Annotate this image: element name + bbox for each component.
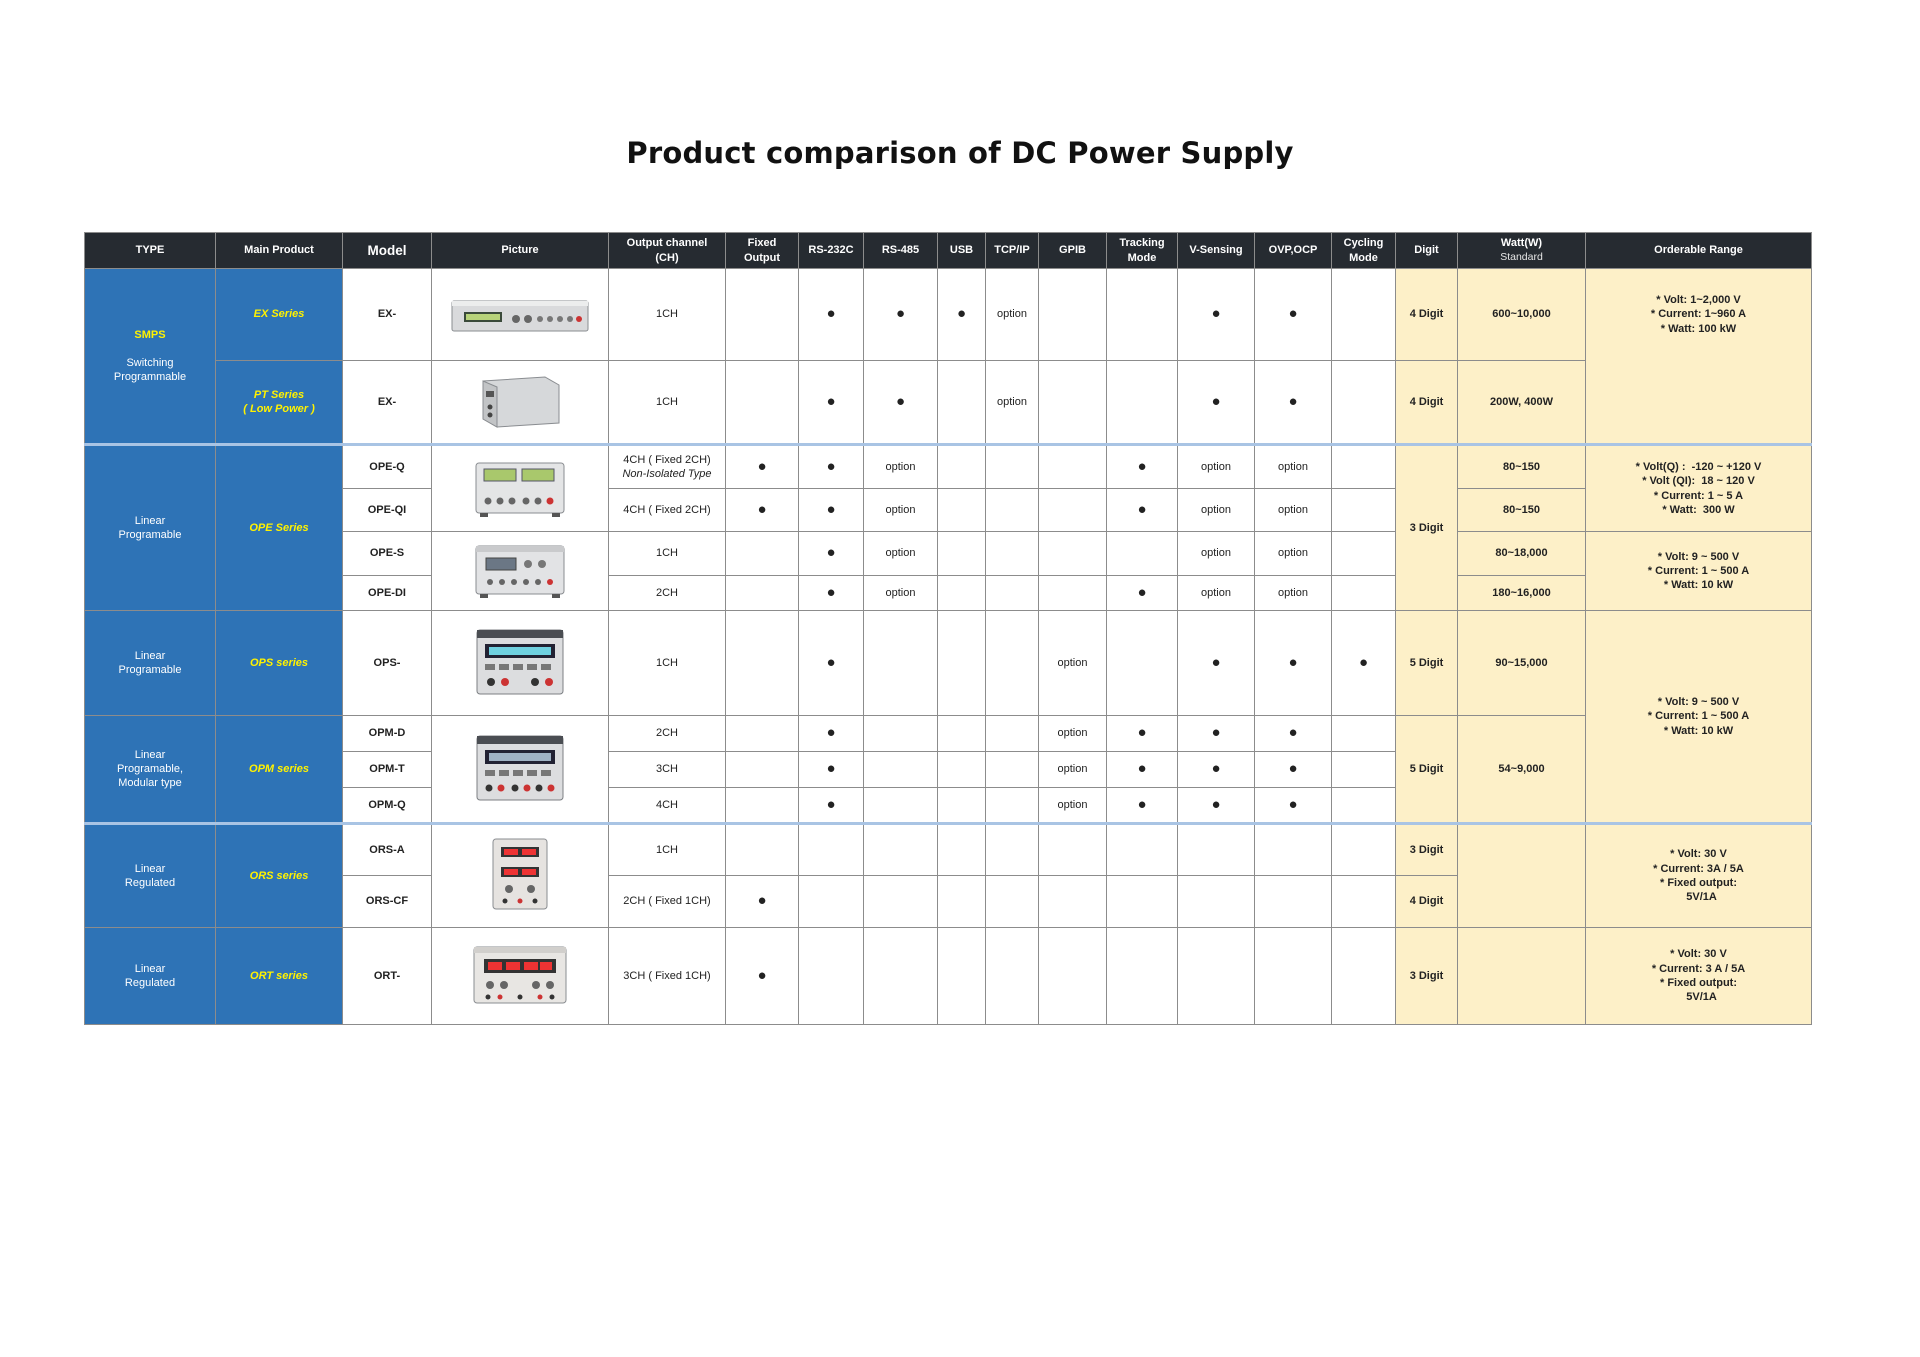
tcpip-cell: option (986, 269, 1039, 361)
digit-cell: 5 Digit (1396, 716, 1458, 824)
channel-cell: 3CH ( Fixed 1CH) (609, 928, 726, 1025)
orderable-range-ors: * Volt: 30 V * Current: 3A / 5A * Fixed output: 5V/1A (1586, 824, 1812, 928)
rs232c-cell: ● (799, 576, 864, 611)
model-cell: OPE-QI (343, 489, 432, 532)
orderable-range-ops-opm: * Volt: 9 ~ 500 V * Current: 1 ~ 500 A * Watt: 10 kW (1586, 611, 1812, 824)
header-ovp-ocp: OVP,OCP (1255, 233, 1332, 269)
digit-cell: 3 Digit (1396, 445, 1458, 611)
digit-cell: 4 Digit (1396, 361, 1458, 445)
channel-cell: 2CH ( Fixed 1CH) (609, 876, 726, 928)
cycling-cell (1332, 361, 1396, 445)
rs485-cell (864, 716, 938, 752)
tracking-cell: ● (1107, 752, 1178, 788)
v-sensing-cell: option (1178, 532, 1255, 576)
tracking-cell (1107, 824, 1178, 876)
model-cell: ORS-CF (343, 876, 432, 928)
gpib-cell: option (1039, 611, 1107, 716)
cycling-cell (1332, 876, 1396, 928)
channel-cell: 3CH (609, 752, 726, 788)
rs232c-cell: ● (799, 752, 864, 788)
watt-cell: 200W, 400W (1458, 361, 1586, 445)
table-row (85, 576, 1812, 611)
rs485-cell: ● (864, 269, 938, 361)
type-linear-programable: Linear Programable (85, 445, 216, 611)
rs485-cell: ● (864, 361, 938, 445)
channel-cell: 2CH (609, 576, 726, 611)
header-main-product: Main Product (216, 233, 343, 269)
product-picture (432, 361, 609, 445)
ovp-ocp-cell: option (1255, 576, 1332, 611)
ovp-ocp-cell: ● (1255, 611, 1332, 716)
ope-s-image (474, 542, 566, 600)
usb-cell (938, 532, 986, 576)
gpib-cell (1039, 361, 1107, 445)
tracking-cell (1107, 269, 1178, 361)
channel-cell: 1CH (609, 361, 726, 445)
channel-cell: 4CH (609, 788, 726, 824)
table-row (85, 716, 1812, 752)
model-cell: OPM-T (343, 752, 432, 788)
tracking-cell: ● (1107, 576, 1178, 611)
fixed-output-cell (726, 576, 799, 611)
watt-cell (1458, 928, 1586, 1025)
ops-series-image (475, 626, 565, 700)
header-tcpip: TCP/IP (986, 233, 1039, 269)
rs232c-cell: ● (799, 532, 864, 576)
cycling-cell (1332, 445, 1396, 489)
rs232c-cell (799, 824, 864, 876)
ovp-ocp-cell: option (1255, 445, 1332, 489)
header-fixed-output: Fixed Output (726, 233, 799, 269)
fixed-output-cell (726, 361, 799, 445)
cycling-cell (1332, 752, 1396, 788)
cycling-cell (1332, 928, 1396, 1025)
product-picture (432, 928, 609, 1025)
model-cell: OPS- (343, 611, 432, 716)
channel-cell: 4CH ( Fixed 2CH) (609, 489, 726, 532)
gpib-cell (1039, 269, 1107, 361)
pt-series-image (475, 375, 565, 429)
fixed-output-cell (726, 824, 799, 876)
header-watt: Watt(W) Standard (1458, 233, 1586, 269)
rs232c-cell: ● (799, 788, 864, 824)
usb-cell (938, 576, 986, 611)
ovp-ocp-cell: ● (1255, 716, 1332, 752)
table-row (85, 824, 1812, 876)
ope-q-image (474, 459, 566, 519)
tcpip-cell (986, 576, 1039, 611)
tracking-cell (1107, 876, 1178, 928)
product-picture (432, 611, 609, 716)
ovp-ocp-cell: option (1255, 489, 1332, 532)
watt-cell: 180~16,000 (1458, 576, 1586, 611)
tcpip-cell (986, 824, 1039, 876)
usb-cell (938, 928, 986, 1025)
cycling-cell (1332, 576, 1396, 611)
table-row (85, 532, 1812, 576)
ovp-ocp-cell (1255, 824, 1332, 876)
usb-cell (938, 361, 986, 445)
fixed-output-cell (726, 269, 799, 361)
product-ors-series: ORS series (216, 824, 343, 928)
gpib-cell: option (1039, 716, 1107, 752)
product-ex-series: EX Series (216, 269, 343, 361)
model-cell: EX- (343, 361, 432, 445)
rs232c-cell: ● (799, 361, 864, 445)
product-picture (432, 824, 609, 928)
digit-cell: 3 Digit (1396, 928, 1458, 1025)
model-cell: OPM-D (343, 716, 432, 752)
fixed-output-cell: ● (726, 876, 799, 928)
v-sensing-cell: option (1178, 489, 1255, 532)
usb-cell (938, 788, 986, 824)
tcpip-cell (986, 788, 1039, 824)
ovp-ocp-cell: ● (1255, 788, 1332, 824)
model-cell: OPM-Q (343, 788, 432, 824)
ort-series-image (470, 943, 570, 1009)
rs485-cell: option (864, 532, 938, 576)
watt-cell: 80~150 (1458, 489, 1586, 532)
fixed-output-cell: ● (726, 445, 799, 489)
header-orderable-range: Orderable Range (1586, 233, 1812, 269)
model-cell: OPE-DI (343, 576, 432, 611)
type-linear-programable: Linear Programable (85, 611, 216, 716)
type-linear-modular: Linear Programable, Modular type (85, 716, 216, 824)
channel-cell: 1CH (609, 269, 726, 361)
rs485-cell: option (864, 576, 938, 611)
product-ops-series: OPS series (216, 611, 343, 716)
channel-cell: 2CH (609, 716, 726, 752)
header-output-channel: Output channel (CH) (609, 233, 726, 269)
tcpip-cell (986, 489, 1039, 532)
tcpip-cell (986, 752, 1039, 788)
table-row (85, 445, 1812, 489)
v-sensing-cell (1178, 824, 1255, 876)
channel-cell: 1CH (609, 532, 726, 576)
header-v-sensing: V-Sensing (1178, 233, 1255, 269)
cycling-cell (1332, 824, 1396, 876)
rs485-cell (864, 876, 938, 928)
v-sensing-cell: ● (1178, 788, 1255, 824)
tracking-cell (1107, 532, 1178, 576)
product-picture (432, 716, 609, 824)
table-row (85, 361, 1812, 445)
gpib-cell (1039, 824, 1107, 876)
cycling-cell (1332, 788, 1396, 824)
rs232c-cell: ● (799, 716, 864, 752)
header-gpib: GPIB (1039, 233, 1107, 269)
v-sensing-cell: ● (1178, 361, 1255, 445)
cycling-cell (1332, 532, 1396, 576)
rs485-cell (864, 752, 938, 788)
ovp-ocp-cell: ● (1255, 752, 1332, 788)
product-picture (432, 532, 609, 611)
usb-cell (938, 876, 986, 928)
ovp-ocp-cell (1255, 928, 1332, 1025)
v-sensing-cell (1178, 928, 1255, 1025)
v-sensing-cell: ● (1178, 752, 1255, 788)
header-usb: USB (938, 233, 986, 269)
page-title: Product comparison of DC Power Supply (626, 136, 1294, 170)
type-linear-regulated: Linear Regulated (85, 928, 216, 1025)
gpib-cell (1039, 928, 1107, 1025)
tcpip-cell (986, 611, 1039, 716)
channel-cell: 1CH (609, 824, 726, 876)
product-picture (432, 269, 609, 361)
ors-series-image (489, 837, 551, 915)
watt-cell: 80~18,000 (1458, 532, 1586, 576)
digit-cell: 3 Digit (1396, 824, 1458, 876)
rs232c-cell (799, 928, 864, 1025)
tcpip-cell (986, 928, 1039, 1025)
header-tracking-mode: Tracking Mode (1107, 233, 1178, 269)
header-picture: Picture (432, 233, 609, 269)
v-sensing-cell: option (1178, 445, 1255, 489)
product-ort-series: ORT series (216, 928, 343, 1025)
gpib-cell (1039, 532, 1107, 576)
rs232c-cell: ● (799, 445, 864, 489)
ovp-ocp-cell: ● (1255, 361, 1332, 445)
orderable-range-ort: * Volt: 30 V * Current: 3 A / 5A * Fixed output: 5V/1A (1586, 928, 1812, 1025)
model-cell: OPE-S (343, 532, 432, 576)
v-sensing-cell (1178, 876, 1255, 928)
watt-cell: 54~9,000 (1458, 716, 1586, 824)
model-cell: EX- (343, 269, 432, 361)
product-picture (432, 445, 609, 532)
tracking-cell (1107, 611, 1178, 716)
tracking-cell (1107, 361, 1178, 445)
watt-cell: 90~15,000 (1458, 611, 1586, 716)
table-row (85, 489, 1812, 532)
tcpip-cell: option (986, 361, 1039, 445)
fixed-output-cell (726, 532, 799, 576)
gpib-cell: option (1039, 752, 1107, 788)
rs485-cell (864, 824, 938, 876)
cycling-cell (1332, 269, 1396, 361)
ovp-ocp-cell (1255, 876, 1332, 928)
fixed-output-cell: ● (726, 489, 799, 532)
orderable-range-ope-s: * Volt: 9 ~ 500 V * Current: 1 ~ 500 A * Watt: 10 kW (1586, 532, 1812, 611)
digit-cell: 5 Digit (1396, 611, 1458, 716)
gpib-cell (1039, 876, 1107, 928)
model-cell: OPE-Q (343, 445, 432, 489)
product-pt-series: PT Series ( Low Power ) (216, 361, 343, 445)
rs485-cell: option (864, 445, 938, 489)
tracking-cell: ● (1107, 489, 1178, 532)
fixed-output-cell (726, 716, 799, 752)
ovp-ocp-cell: option (1255, 532, 1332, 576)
watt-cell: 80~150 (1458, 445, 1586, 489)
watt-cell (1458, 824, 1586, 928)
header-digit: Digit (1396, 233, 1458, 269)
tracking-cell (1107, 928, 1178, 1025)
usb-cell (938, 611, 986, 716)
rs232c-cell: ● (799, 269, 864, 361)
rs232c-cell (799, 876, 864, 928)
v-sensing-cell: ● (1178, 269, 1255, 361)
tcpip-cell (986, 876, 1039, 928)
ovp-ocp-cell: ● (1255, 269, 1332, 361)
channel-cell: 1CH (609, 611, 726, 716)
table-row (85, 269, 1812, 361)
digit-cell: 4 Digit (1396, 269, 1458, 361)
v-sensing-cell: ● (1178, 716, 1255, 752)
tracking-cell: ● (1107, 716, 1178, 752)
table-row (85, 611, 1812, 716)
header-cycling-mode: Cycling Mode (1332, 233, 1396, 269)
rs232c-cell: ● (799, 489, 864, 532)
table-row (85, 928, 1812, 1025)
type-linear-regulated: Linear Regulated (85, 824, 216, 928)
orderable-range-ex: * Volt: 1~2,000 V * Current: 1~960 A * Watt: 100 kW (1586, 269, 1812, 445)
rs485-cell (864, 611, 938, 716)
usb-cell: ● (938, 269, 986, 361)
tcpip-cell (986, 716, 1039, 752)
product-opm-series: OPM series (216, 716, 343, 824)
usb-cell (938, 824, 986, 876)
tcpip-cell (986, 445, 1039, 489)
tcpip-cell (986, 532, 1039, 576)
product-ope-series: OPE Series (216, 445, 343, 611)
rs232c-cell: ● (799, 611, 864, 716)
fixed-output-cell (726, 788, 799, 824)
cycling-cell (1332, 716, 1396, 752)
channel-cell: 4CH ( Fixed 2CH) Non-Isolated Type (609, 445, 726, 489)
rs485-cell: option (864, 489, 938, 532)
header-rs232c: RS-232C (799, 233, 864, 269)
cycling-cell (1332, 489, 1396, 532)
model-cell: ORT- (343, 928, 432, 1025)
model-cell: ORS-A (343, 824, 432, 876)
header-row (85, 233, 1812, 269)
header-rs485: RS-485 (864, 233, 938, 269)
watt-cell: 600~10,000 (1458, 269, 1586, 361)
rs485-cell (864, 928, 938, 1025)
usb-cell (938, 489, 986, 532)
comparison-table (84, 232, 1812, 1025)
digit-cell: 4 Digit (1396, 876, 1458, 928)
cycling-cell: ● (1332, 611, 1396, 716)
gpib-cell (1039, 576, 1107, 611)
fixed-output-cell (726, 611, 799, 716)
gpib-cell (1039, 489, 1107, 532)
opm-series-image (475, 732, 565, 806)
gpib-cell: option (1039, 788, 1107, 824)
fixed-output-cell: ● (726, 928, 799, 1025)
usb-cell (938, 445, 986, 489)
usb-cell (938, 752, 986, 788)
rs485-cell (864, 788, 938, 824)
orderable-range-ope-q: * Volt(Q) : -120 ~ +120 V * Volt (QI): 18 ~ 120 V * Current: 1 ~ 5 A * Watt: 300 W (1586, 445, 1812, 532)
gpib-cell (1039, 445, 1107, 489)
tracking-cell: ● (1107, 445, 1178, 489)
v-sensing-cell: ● (1178, 611, 1255, 716)
type-smps: SMPS Switching Programmable (85, 269, 216, 445)
v-sensing-cell: option (1178, 576, 1255, 611)
fixed-output-cell (726, 752, 799, 788)
tracking-cell: ● (1107, 788, 1178, 824)
header-model: Model (343, 233, 432, 269)
header-type: TYPE (85, 233, 216, 269)
ex-series-image (450, 295, 590, 335)
usb-cell (938, 716, 986, 752)
